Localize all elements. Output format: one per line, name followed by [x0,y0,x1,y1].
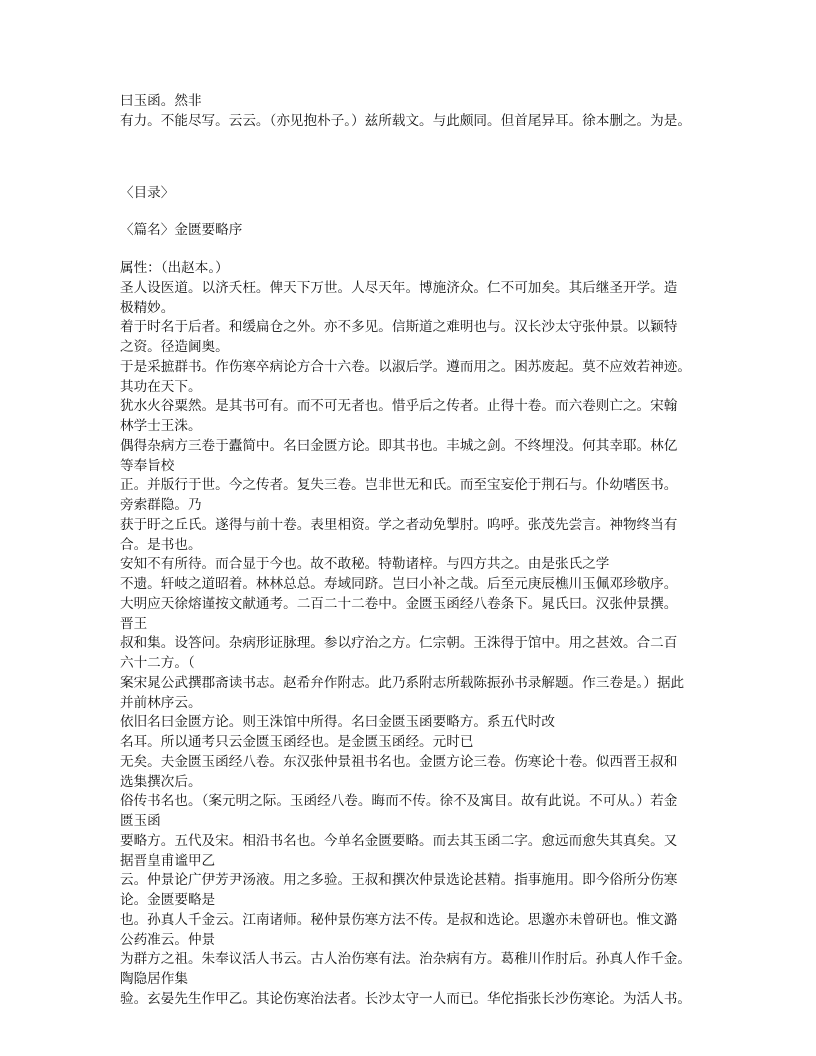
text-line: 合。是书也。 [120,536,202,553]
text-line: 犹水火谷粟然。是其书可有。而不可无者也。惜乎后之传者。止得十卷。而六卷则亡之。宋翰 [120,398,678,415]
text-line: 晋王 [120,615,148,632]
text-line: 案宋晁公武撰郡斋读书志。赵希弁作附志。此乃系附志所载陈振孙书录解题。作三卷是。）据此 [120,674,685,691]
text-line: 论。金匮要略是 [120,892,216,908]
text-line: 叔和集。设答问。杂病形证脉理。参以疗治之方。仁宗朝。王洙得于馆中。用之甚效。合二百 [120,635,678,652]
toc-heading: 〈目录〉 [120,184,175,201]
text-line: 大明应天徐熔谨按文献通考。二百二十二卷中。金匮玉函经八卷条下。晁氏曰。汉张仲景撰。 [120,595,678,612]
text-line: 要略方。五代及宋。相沿书名也。今单名金匮要略。而去其玉函二字。愈远而愈失其真矣。又 [120,832,678,849]
text-line: 俗传书名也。（案元明之际。玉函经八卷。晦而不传。徐不及寓目。故有此说。不可从。）若金 [120,793,678,810]
text-line: 为群方之祖。朱奉议活人书云。古人治伤寒有法。治杂病有方。葛稚川作肘后。孙真人作千金。 [120,951,691,968]
text-line: 六十二方。（ [120,655,195,671]
text-line: 陶隐居作集 [120,971,188,987]
text-line: 名耳。所以通考只云金匮玉函经也。是金匮玉函经。元时已 [120,734,474,750]
text-line: 并前林序云。 [120,694,202,711]
text-line: 极精妙。 [120,299,175,316]
text-line: 旁索群隐。乃 [120,497,202,513]
text-line: 获于盱之丘氏。遂得与前十卷。表里相资。学之者动免掣肘。呜呼。张茂先尝言。神物终当有 [120,516,678,533]
text-line: 云。仲景论广伊芳尹汤液。用之多验。王叔和撰次仲景选论甚精。指事施用。即今俗所分伤寒 [120,872,678,889]
text-line: 其功在天下。 [120,378,202,395]
text-line: 有力。不能尽写。云云。（亦见抱朴子。）兹所载文。与此颇同。但首尾异耳。徐本删之。为是。 [120,112,691,129]
text-line: 正。并版行于世。今之传者。复失三卷。岂非世无和氏。而至宝妄伦于荆石与。仆幼嗜医书。 [120,477,678,494]
text-line: 于是采摭群书。作伤寒卒病论方合十六卷。以淑后学。遵而用之。困苏废起。莫不应效若神迹。 [120,358,691,375]
text-line: 不遗。轩岐之道昭着。林林总总。寿域同跻。岂曰小补之哉。后至元庚辰樵川玉佩邓珍敬序。 [120,576,678,592]
intro-text [120,92,720,132]
chapter-title: 〈篇名〉金匮要略序 [120,222,243,239]
text-line: 据晋皇甫谧甲乙 [120,852,216,869]
document-page [120,92,720,1010]
text-line: 圣人设医道。以济夭枉。俾天下万世。人尽天年。博施济众。仁不可加矣。其后继圣开学。造 [120,279,678,296]
body-text [120,279,720,1010]
text-line: 之资。径造阃奥。 [120,339,229,355]
text-line: 验。玄晏先生作甲乙。其论伤寒治法者。长沙太守一人而已。华佗指张长沙伤寒论。为活人书。 [120,990,691,1007]
text-line: 曰玉函。然非 [120,93,202,109]
text-line: 林学士王洙。 [120,418,202,434]
text-line: 等奉旨校 [120,457,175,474]
text-line: 也。孙真人千金云。江南诸师。秘仲景伤寒方法不传。是叔和选论。思邈亦未曾研也。惟文潞 [120,911,678,928]
text-line: 选集撰次后。 [120,773,202,790]
text-line: 着于时名于后者。和缓扁仓之外。亦不多见。信斯道之难明也与。汉长沙太守张仲景。以颖特 [120,319,678,336]
text-line: 依旧名曰金匮方论。则王洙馆中所得。名曰金匮玉函要略方。系五代时改 [120,714,555,731]
text-line: 安知不有所待。而合显于今也。故不敢秘。特勒诸梓。与四方共之。由是张氏之学 [120,556,610,573]
text-line: 匮玉函 [120,813,161,829]
text-line: 公药准云。仲景 [120,931,216,948]
text-line: 无矣。夫金匮玉函经八卷。东汉张仲景祖书名也。金匮方论三卷。伤寒论十卷。似西晋王叔和 [120,753,678,770]
text-line: 偶得杂病方三卷于蠹简中。名曰金匮方论。即其书也。丰城之剑。不终埋没。何其幸耶。林亿 [120,437,678,454]
attribute-line: 属性：（出赵本。） [120,260,229,276]
